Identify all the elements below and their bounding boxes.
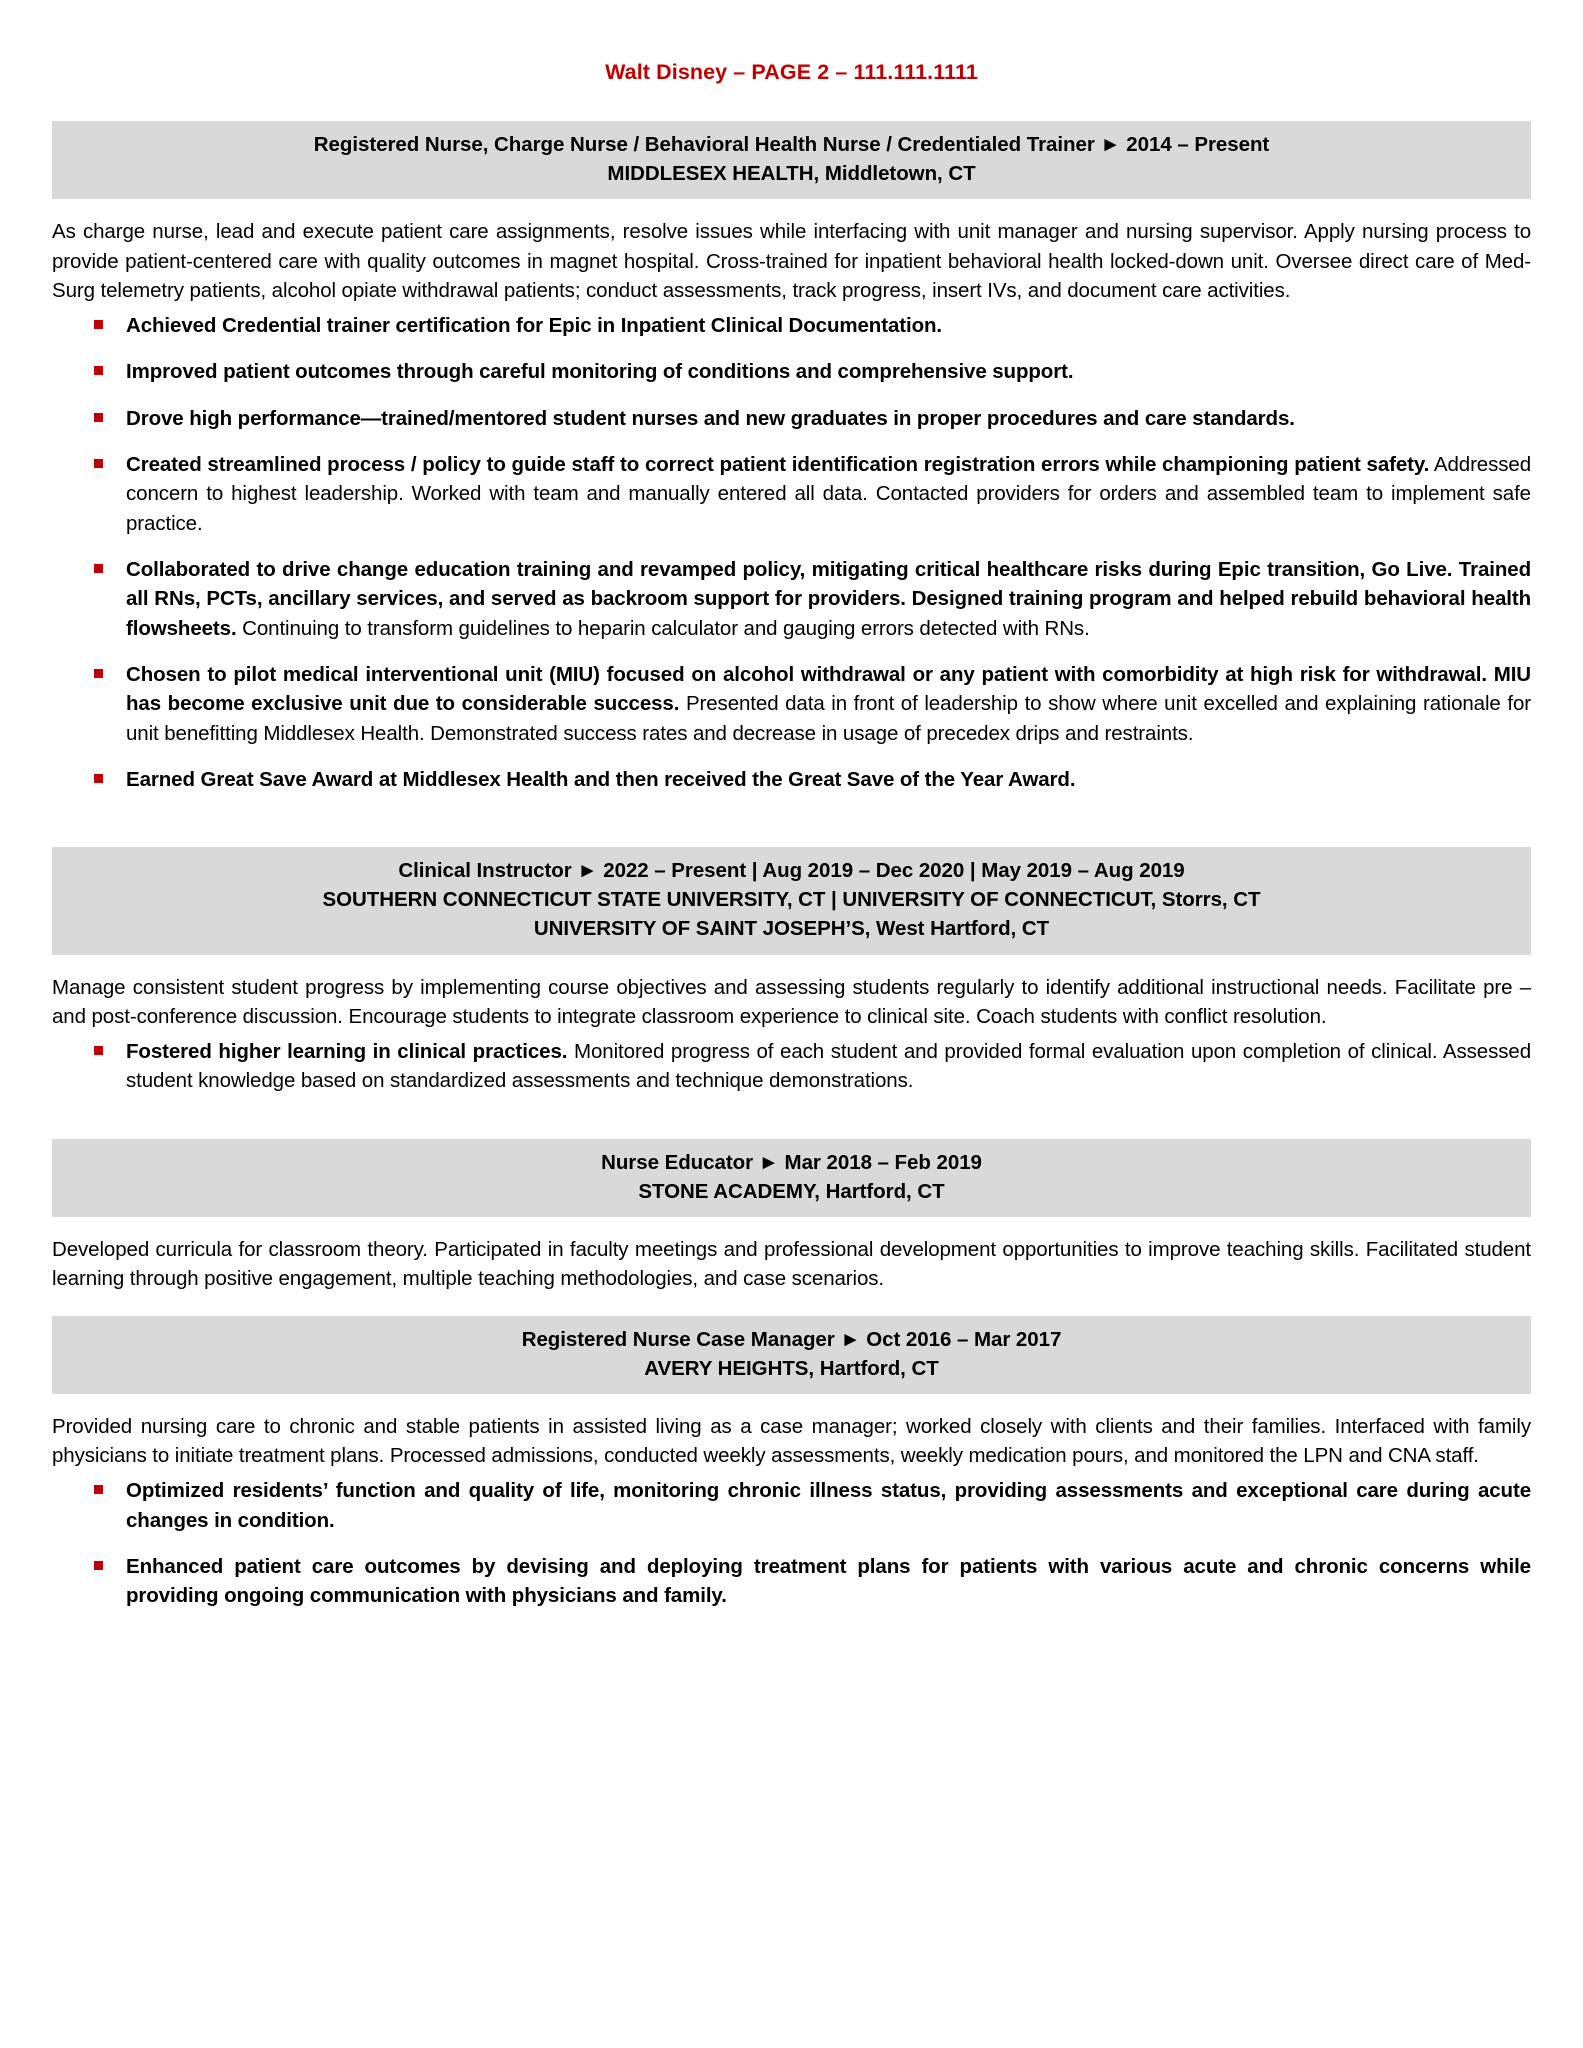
list-item: [52, 660, 1531, 748]
achievement-highlight: Chosen to pilot medical interventional unit (MIU) focused on alcohol withdrawal or any patient with comorbidity at high risk for withdrawal. MIU has become exclusive unit due to considerable success.: [126, 662, 1531, 716]
page-title: Walt Disney – PAGE 2 – 111.111.1111: [605, 60, 978, 84]
achievement-highlight: Created streamlined process / policy to guide staff to correct patient identification registration errors while championing patient safety.: [126, 453, 1430, 477]
achievement-detail: Presented data in front of leadership to show where unit excelled and explaining rationale for unit benefitting Middlesex Health. Demonstrated success rates and decrease in usage of precedex drips and restraints.: [126, 692, 1531, 745]
achievement-highlight: Drove high performance—trained/mentored student nurses and new graduates in proper procedures and care standards.: [126, 406, 1295, 430]
experience-section-1: [52, 121, 1531, 794]
experience-section-4: [52, 1316, 1531, 1611]
job-employer-line: SOUTHERN CONNECTICUT STATE UNIVERSITY, CT | UNIVERSITY OF CONNECTICUT, Storrs, CT: [322, 888, 1261, 912]
achievement-highlight: Fostered higher learning in clinical practices.: [126, 1040, 568, 1064]
bullet-square-icon: [94, 459, 103, 468]
job-title-line: Nurse Educator ► Mar 2018 – Feb 2019: [601, 1150, 982, 1174]
job-title-line: Registered Nurse, Charge Nurse / Behavioral Health Nurse / Credentialed Trainer ► 2014 – Present: [313, 133, 1270, 156]
bullet-square-icon: [94, 564, 103, 573]
achievement-highlight: Optimized residents’ function and quality of life, monitoring chronic illness status, providing assessments and exceptional care during acute changes in condition.: [126, 1479, 1531, 1532]
bullet-square-icon: [94, 413, 103, 422]
section-spacer: [52, 1113, 1531, 1139]
job-achievements-list: [52, 311, 1531, 794]
job-description: Provided nursing care to chronic and stable patients in assisted living as a case manager; worked closely with clients and their families. Interfaced with family physicians to initiate treatment plans. Processed admissions, conducted weekly assessments, weekly medication pours, and monitored the LPN and CNA staff.: [52, 1414, 1531, 1468]
list-item: [52, 311, 1531, 340]
list-item: [52, 1552, 1531, 1611]
job-description: Manage consistent student progress by implementing course objectives and assessing students regularly to identify additional instructional needs. Facilitate pre – and post-conference discussion. Encourage students to integrate classroom experience to clinical site. Coach students with conflict resolution.: [52, 975, 1531, 1028]
list-item: [52, 555, 1531, 643]
job-heading-band: [52, 121, 1531, 199]
list-item: [52, 1476, 1531, 1535]
job-title-line: Clinical Instructor ► 2022 – Present | Aug 2019 – Dec 2020 | May 2019 – Aug 2019: [398, 859, 1185, 883]
achievement-highlight: Achieved Credential trainer certification for Epic in Inpatient Clinical Documentation.: [126, 314, 943, 338]
job-description: As charge nurse, lead and execute patient care assignments, resolve issues while interfacing with unit manager and nursing supervisor. Apply nursing process to provide patient-centered care with quality outcomes in magnet hospital. Cross-trained for inpatient behavioral health locked-down unit. Oversee direct care of Med-Surg telemetry patients, alcohol opiate withdrawal patients; conduct assessments, track progress, insert IVs, and document care activities.: [52, 220, 1531, 302]
job-achievements-list: [52, 1476, 1531, 1610]
list-item: [52, 404, 1531, 433]
bullet-square-icon: [94, 366, 103, 375]
section-spacer: [52, 811, 1531, 847]
job-employer-line: AVERY HEIGHTS, Hartford, CT: [644, 1356, 939, 1380]
list-item: [52, 357, 1531, 386]
achievement-highlight: Earned Great Save Award at Middlesex Health and then received the Great Save of the Year Award.: [126, 767, 1076, 791]
bullet-square-icon: [94, 1046, 103, 1055]
experience-section-2: [52, 847, 1531, 1096]
achievement-detail: Continuing to transform guidelines to heparin calculator and gauging errors detected with RNs.: [236, 616, 1090, 640]
job-heading-band: [52, 1316, 1531, 1394]
job-employer-line: STONE ACADEMY, Hartford, CT: [638, 1179, 945, 1203]
achievement-highlight: Collaborated to drive change education training and revamped policy, mitigating critical healthcare risks during Epic transition, Go Live. Trained all RNs, PCTs, ancillary services, and served as backroom support for providers. Designed training program and helped rebuild behavioral health flowsheets.: [126, 558, 1531, 640]
achievement-highlight: Enhanced patient care outcomes by devising and deploying treatment plans for patients with various acute and chronic concerns while providing ongoing communication with physicians and family.: [126, 1555, 1531, 1608]
job-heading-band: [52, 1139, 1531, 1217]
achievement-highlight: Improved patient outcomes through careful monitoring of conditions and comprehensive support.: [126, 360, 1074, 384]
job-heading-band: [52, 847, 1531, 954]
job-employer-line: MIDDLESEX HEALTH, Middletown, CT: [607, 162, 976, 186]
achievement-detail: Addressed concern to highest leadership. Worked with team and manually entered all data. Contacted providers for orders and assembled team to implement safe practice.: [126, 453, 1531, 535]
job-title-line: Registered Nurse Case Manager ► Oct 2016 – Mar 2017: [521, 1327, 1062, 1351]
bullet-square-icon: [94, 669, 103, 678]
job-achievements-list: [52, 1037, 1531, 1096]
bullet-square-icon: [94, 1561, 103, 1570]
job-description: Developed curricula for classroom theory. Participated in faculty meetings and professional development opportunities to improve teaching skills. Facilitated student learning through positive engagement, multiple teaching methodologies, and case scenarios.: [52, 1238, 1531, 1291]
bullet-square-icon: [94, 320, 103, 329]
list-item: [52, 1037, 1531, 1096]
achievement-detail: Monitored progress of each student and provided formal evaluation upon completion of clinical. Assessed student knowledge based on standardized assessments and technique demonstrations.: [126, 1040, 1532, 1093]
section-spacer: [52, 1300, 1531, 1316]
list-item: [52, 765, 1531, 794]
job-employer-line-2: UNIVERSITY OF SAINT JOSEPH’S, West Hartford, CT: [533, 917, 1050, 941]
bullet-square-icon: [94, 774, 103, 783]
experience-section-3: [52, 1139, 1531, 1294]
bullet-square-icon: [94, 1485, 103, 1494]
list-item: [52, 450, 1531, 538]
